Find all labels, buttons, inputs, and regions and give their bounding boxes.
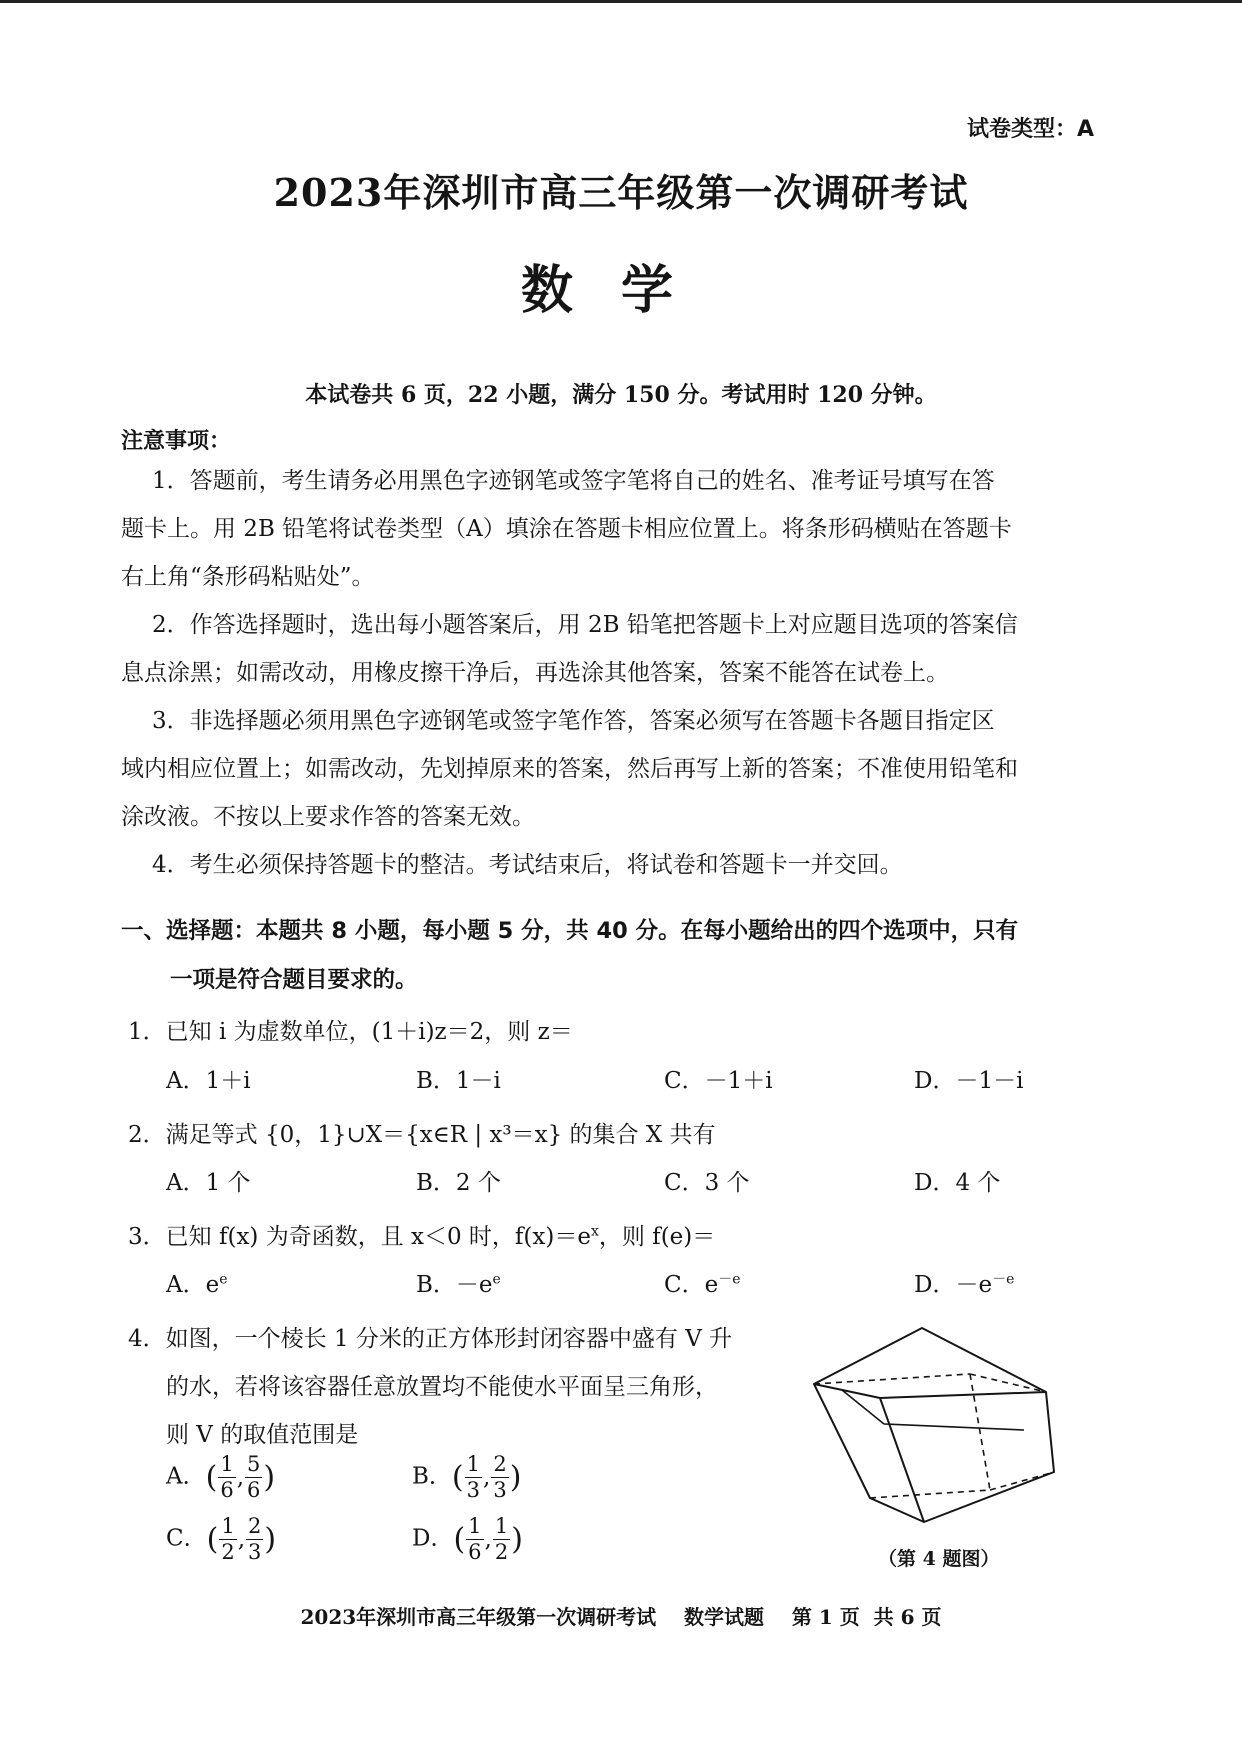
exam-title: 2023年深圳市高三年级第一次调研考试 <box>273 170 969 215</box>
notice-line: 1．答题前，考生请务必用黑色字迹钢笔或签字笔将自己的姓名、准考证号填写在答 <box>152 468 995 494</box>
option-base: e <box>704 1272 719 1298</box>
question-3 <box>128 1218 715 1251</box>
figure-caption: （第 4 题图） <box>878 1548 1000 1570</box>
exponent: x <box>590 1223 599 1240</box>
option-d: D．4 个 <box>914 1170 1001 1196</box>
question-stem-end: ，则 f(e)＝ <box>598 1224 716 1250</box>
notice-line: 域内相应位置上；如需改动，先划掉原来的答案，然后再写上新的答案；不准使用铅笔和 <box>121 756 1018 782</box>
cube-edge <box>880 1392 1046 1398</box>
question-stem: 已知 f(x) 为奇函数，且 x＜0 时，f(x)＝e <box>165 1224 591 1250</box>
option-exponent: e <box>492 1271 501 1288</box>
option-a <box>166 1266 228 1299</box>
option-label: B． <box>412 1463 452 1490</box>
notice-line: 息点涂黑；如需改动，用橡皮擦干净后，再选涂其他答案，答案不能答在试卷上。 <box>121 660 949 686</box>
question-2 <box>128 1116 716 1149</box>
question-4-stem-line: 的水，若将该容器任意放置均不能使水平面呈三角形， <box>166 1374 718 1400</box>
option-a: A．1＋i <box>166 1068 251 1094</box>
option-d <box>914 1266 1014 1299</box>
section-heading: 一、选择题：本题共 8 小题，每小题 5 分，共 40 分。在每小题给出的四个选项中，只有 <box>121 918 1019 944</box>
option-base: －e <box>955 1272 993 1298</box>
option-c: C．3 个 <box>664 1170 750 1196</box>
option-exponent: －e <box>718 1271 741 1288</box>
notice-line: 右上角“条形码粘贴处”。 <box>121 564 375 590</box>
option-c: C．( $\frac{1}{2}$ , $\frac{2}{3}$ ) <box>166 1514 277 1564</box>
option-base: －e <box>455 1272 493 1298</box>
question-number: 3． <box>128 1224 166 1250</box>
question-number: 2． <box>128 1122 166 1148</box>
question-stem: 已知 i 为虚数单位，(1＋i)z＝2，则 z＝ <box>165 1019 573 1045</box>
option-b: B．( $\frac{1}{3}$ , $\frac{2}{3}$ ) <box>412 1452 522 1502</box>
cube-hidden-edge <box>990 1472 1054 1490</box>
cube-figure <box>812 1326 1058 1530</box>
option-label: C． <box>166 1525 207 1552</box>
exam-type-label: 试卷类型：A <box>966 117 1094 142</box>
option-b: B．1－i <box>416 1068 501 1094</box>
option-label: B． <box>416 1272 456 1298</box>
notice-line: 4．考生必须保持答题卡的整洁。考试结束后，将试卷和答题卡一并交回。 <box>152 852 903 878</box>
cube-hidden-edge <box>970 1374 1046 1392</box>
option-label: A． <box>166 1272 206 1298</box>
option-exponent: －e <box>992 1271 1015 1288</box>
notice-line: 涂改液。不按以上要求作答的答案无效。 <box>121 804 535 830</box>
subject-title: 数学 <box>520 261 721 321</box>
option-a: A．1 个 <box>166 1170 251 1196</box>
option-d: D．－1－i <box>914 1068 1024 1094</box>
top-border <box>0 0 1242 3</box>
fraction: $\frac{2}{3}$ <box>248 1514 262 1564</box>
cube-edge <box>880 1398 924 1522</box>
fraction: $\frac{5}{6}$ <box>247 1452 261 1502</box>
cube-hidden-edge <box>970 1374 990 1490</box>
question-4 <box>128 1320 732 1353</box>
fraction: $\frac{1}{6}$ <box>468 1514 482 1564</box>
section-heading-cont: 一项是符合题目要求的。 <box>170 967 418 993</box>
option-label: A． <box>166 1463 206 1490</box>
option-c <box>664 1266 741 1299</box>
cube-hidden-edge <box>814 1374 970 1384</box>
option-label: C． <box>664 1272 705 1298</box>
footer-page: 第 1 页 共 6 页 <box>791 1605 942 1629</box>
footer-exam: 2023年深圳市高三年级第一次调研考试 <box>300 1605 657 1629</box>
fraction: $\frac{1}{2}$ <box>494 1514 509 1564</box>
option-base: e <box>205 1272 220 1298</box>
option-exponent: e <box>219 1271 228 1288</box>
question-number: 4． <box>128 1326 166 1352</box>
notice-line: 题卡上。用 2B 铅笔将试卷类型（A）填涂在答题卡相应位置上。将条形码横贴在答题卡 <box>121 516 1012 542</box>
notice-heading: 注意事项： <box>121 429 232 454</box>
page-footer <box>0 1601 1242 1630</box>
option-d: D．( $\frac{1}{6}$ , $\frac{1}{2}$ ) <box>412 1514 523 1564</box>
option-b <box>416 1266 501 1299</box>
cube-hidden-edge <box>870 1490 990 1498</box>
water-surface-line <box>884 1424 1024 1430</box>
option-b: B．2 个 <box>416 1170 501 1196</box>
footer-subject: 数学试题 <box>684 1605 765 1629</box>
cube-edge <box>814 1384 880 1398</box>
option-label: D． <box>914 1272 956 1298</box>
option-label: D． <box>412 1525 454 1552</box>
fraction: $\frac{2}{3}$ <box>493 1452 507 1502</box>
cube-front-face <box>814 1328 1054 1522</box>
question-stem: 如图，一个棱长 1 分米的正方体形封闭容器中盛有 V 升 <box>165 1326 733 1352</box>
question-1 <box>128 1013 573 1046</box>
fraction: $\frac{1}{6}$ <box>220 1452 234 1502</box>
option-a: A．( $\frac{1}{6}$ , $\frac{5}{6}$ ) <box>166 1452 276 1502</box>
fraction: $\frac{1}{2}$ <box>221 1514 235 1564</box>
question-stem: 满足等式 {0，1}∪X＝{x∈R | x³＝x} 的集合 X 共有 <box>165 1122 716 1148</box>
question-4-stem-line: 则 V 的取值范围是 <box>166 1422 359 1448</box>
question-number: 1． <box>128 1019 166 1045</box>
notice-line: 3．非选择题必须用黑色字迹钢笔或签字笔作答，答案必须写在答题卡各题目指定区 <box>152 708 995 734</box>
notice-line: 2．作答选择题时，选出每小题答案后，用 2B 铅笔把答题卡上对应题目选项的答案信 <box>152 612 1018 638</box>
option-c: C．－1＋i <box>664 1068 773 1094</box>
fraction: $\frac{1}{3}$ <box>466 1452 480 1502</box>
exam-intro: 本试卷共 6 页，22 小题，满分 150 分。考试用时 120 分钟。 <box>305 382 937 408</box>
